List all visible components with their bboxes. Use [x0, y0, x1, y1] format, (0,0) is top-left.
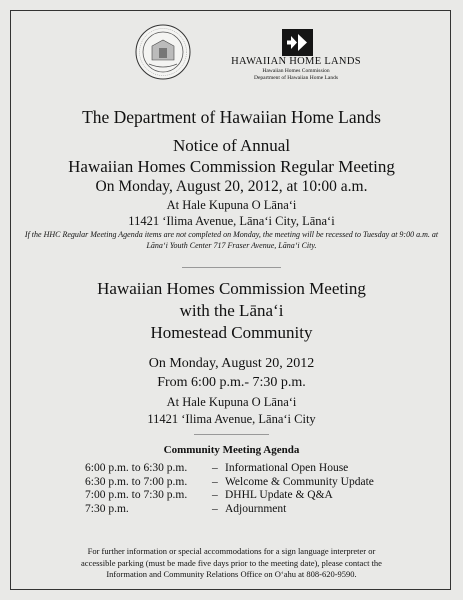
notice-location-1: At Hale Kupuna O Lānaʻi — [166, 198, 297, 212]
agenda-list — [85, 462, 374, 516]
agenda-dash: – — [212, 475, 218, 488]
notice-line-2: Hawaiian Homes Commission Regular Meeting — [68, 157, 395, 176]
community-date: On Monday, August 20, 2012 — [148, 356, 315, 371]
community-title-1: Hawaiian Homes Commission Meeting — [97, 279, 366, 298]
footer-line-2: accessible parking (must be made five days prior to the meeting date), please contact the — [81, 557, 382, 568]
community-location-1: At Hale Kupuna O Lānaʻi — [166, 395, 297, 409]
agenda-desc: Informational Open House — [225, 462, 349, 474]
divider — [182, 267, 281, 268]
agenda-item — [85, 476, 374, 490]
agenda-dash: – — [212, 489, 218, 501]
community-time: From 6:00 p.m.- 7:30 p.m. — [157, 375, 306, 390]
divider — [194, 434, 269, 435]
footer-line-3: Information and Community Relations Office on Oʻahu at 808-620-9590. — [106, 569, 357, 579]
agenda-desc: DHHL Update & Q&A — [225, 489, 333, 501]
agenda-item — [85, 489, 374, 503]
community-title-2: with the Lānaʻi — [179, 301, 284, 320]
notice-location-2: 11421 ʻIlima Avenue, Lānaʻi City, Lānaʻi — [128, 214, 335, 228]
notice-line-1: Notice of Annual — [172, 136, 291, 155]
agenda-item — [85, 462, 374, 476]
notice-date: On Monday, August 20, 2012, at 10:00 a.m. — [95, 178, 368, 195]
agenda-time: 7:30 p.m. — [85, 502, 129, 515]
dhhl-logo-icon — [282, 29, 313, 56]
department-heading: The Department of Hawaiian Home Lands — [82, 107, 381, 127]
agenda-time: 7:00 p.m. to 7:30 p.m. — [85, 489, 188, 501]
community-location-2: 11421 ʻIlima Avenue, Lānaʻi City — [147, 412, 316, 426]
agenda-time: 6:00 p.m. to 6:30 p.m. — [85, 462, 188, 474]
agenda-desc: Welcome & Community Update — [225, 475, 374, 488]
community-title-3: Homestead Community — [150, 323, 313, 342]
agenda-item — [85, 503, 374, 517]
agenda-title: Community Meeting Agenda — [163, 444, 300, 456]
footer-line-1: For further information or special accommodations for a sign language interpreter or — [87, 546, 376, 556]
logo-name: HAWAIIAN HOME LANDS — [231, 56, 361, 67]
agenda-dash: – — [212, 462, 218, 474]
agenda-desc: Adjournment — [225, 502, 287, 515]
dhhl-logo-text — [212, 56, 380, 82]
logo-subtitle-department: Department of Hawaiian Home Lands — [254, 75, 338, 81]
state-seal-icon — [135, 24, 191, 80]
logo-subtitle-commission: Hawaiian Homes Commission — [262, 68, 330, 74]
agenda-time: 6:30 p.m. to 7:00 p.m. — [85, 475, 188, 488]
recess-note: If the HHC Regular Meeting Agenda items are not completed on Monday, the meeting will be recessed to Tuesday at 9:00 a.m. at Lānaʻi Youth Center 717 Fraser Avenue, Lānaʻi City. — [24, 230, 439, 250]
agenda-dash: – — [212, 502, 218, 515]
